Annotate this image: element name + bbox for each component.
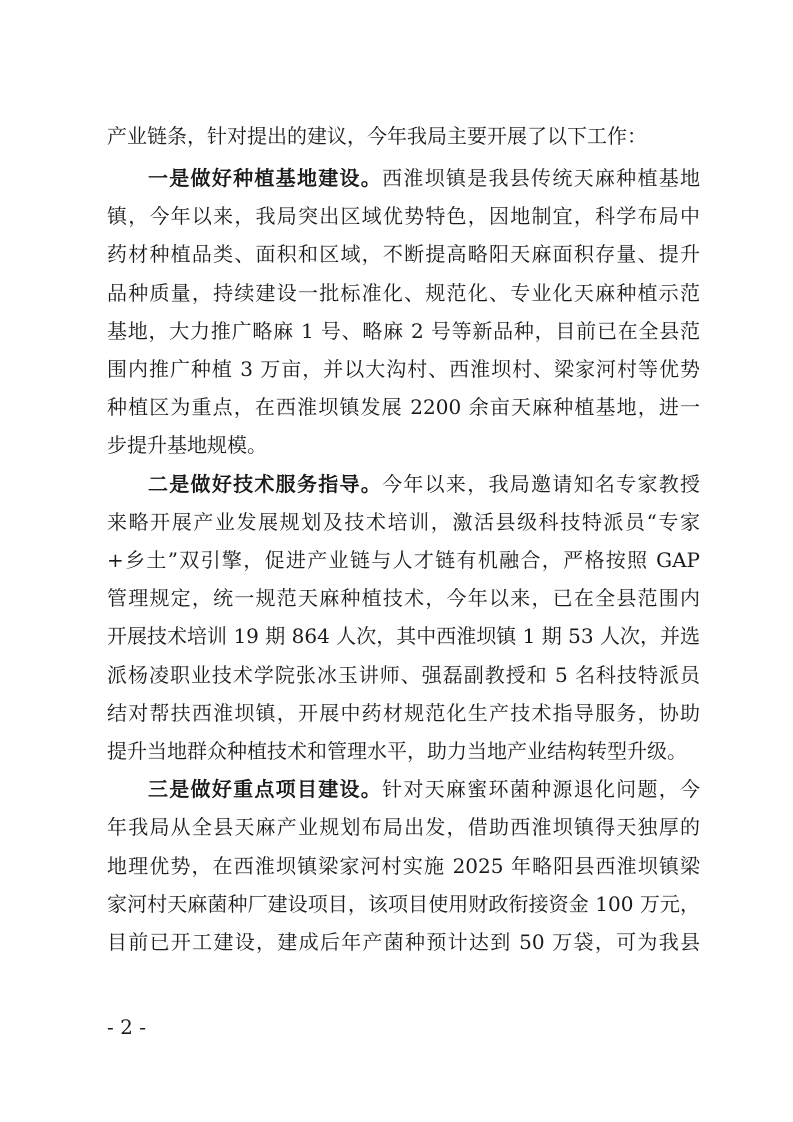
line-text: 管理规定，统一规范天麻种植技术，今年以来，已在全县范围内	[107, 586, 700, 611]
line-text: 今年以来，我局邀请知名专家教授	[382, 471, 701, 496]
text-line	[107, 885, 700, 923]
text-line	[107, 808, 700, 846]
line-text: 目前已开工建设，建成后年产菌种预计达到 50 万袋，可为我县	[107, 930, 700, 954]
line-text: 家河村天麻菌种厂建设项目，该项目使用财政衔接资金 100 万元，	[107, 891, 700, 916]
text-line	[107, 847, 700, 885]
text-line	[107, 197, 700, 235]
line-text: +乡土”双引擎，促进产业链与人才链有机融合，严格按照 GAP	[107, 548, 700, 572]
text-line	[107, 694, 700, 732]
line-text: 种植区为重点，在西淮坝镇发展 2200 余亩天麻种植基地，进一	[107, 395, 700, 420]
text-line	[107, 117, 700, 155]
text-line	[107, 617, 700, 655]
text-line	[107, 503, 700, 541]
text-line	[107, 274, 700, 312]
line-text: 来略开展产业发展规划及技术培训，激活县级科技特派员“专家	[107, 509, 700, 534]
text-line	[107, 579, 700, 617]
paragraph-heading: 二是做好技术服务指导。	[148, 471, 383, 496]
line-text: 年我局从全县天麻产业规划布局出发，借助西淮坝镇得天独厚的	[107, 815, 700, 840]
text-line	[107, 465, 700, 503]
line-text: 产业链条，针对提出的建议，今年我局主要开展了以下工作：	[107, 124, 647, 148]
text-line	[107, 541, 700, 579]
line-text: 派杨凌职业技术学院张冰玉讲师、强磊副教授和 5 名科技特派员	[107, 662, 700, 687]
paragraph-heading: 一是做好种植基地建设。	[148, 166, 383, 190]
line-text: 提升当地群众种植技术和管理水平，助力当地产业结构转型升级。	[107, 739, 687, 763]
text-line	[107, 732, 700, 770]
text-line	[107, 923, 700, 961]
line-text: 地理优势，在西淮坝镇梁家河村实施 2025 年略阳县西淮坝镇梁	[107, 853, 700, 878]
line-text: 品种质量，持续建设一批标准化、规范化、专业化天麻种植示范	[107, 280, 700, 305]
text-line	[107, 235, 700, 273]
line-text: 步提升基地规模。	[107, 433, 267, 458]
text-line	[107, 426, 700, 464]
line-text: 围内推广种植 3 万亩，并以大沟村、西淮坝村、梁家河村等优势	[107, 357, 700, 381]
text-line	[107, 656, 700, 694]
text-line	[107, 388, 700, 426]
text-line	[107, 312, 700, 350]
line-text: 针对天麻蜜环菌种源退化问题，今	[382, 777, 701, 802]
line-text: 西淮坝镇是我县传统天麻种植基地	[382, 166, 701, 190]
line-text: 药材种植品类、面积和区域，不断提高略阳天麻面积存量、提升	[107, 242, 700, 267]
text-line	[107, 159, 700, 197]
line-text: 结对帮扶西淮坝镇，开展中药材规范化生产技术指导服务，协助	[107, 700, 700, 725]
text-line	[107, 770, 700, 808]
line-text: 基地，大力推广略麻 1 号、略麻 2 号等新品种，目前已在全县范	[107, 318, 700, 343]
text-line	[107, 350, 700, 388]
line-text: 开展技术培训 19 期 864 人次，其中西淮坝镇 1 期 53 人次，并选	[107, 624, 700, 649]
page-number: - 2 -	[107, 1015, 146, 1039]
paragraph-heading: 三是做好重点项目建设。	[148, 777, 383, 802]
line-text: 镇，今年以来，我局突出区域优势特色，因地制宜，科学布局中	[107, 204, 700, 229]
